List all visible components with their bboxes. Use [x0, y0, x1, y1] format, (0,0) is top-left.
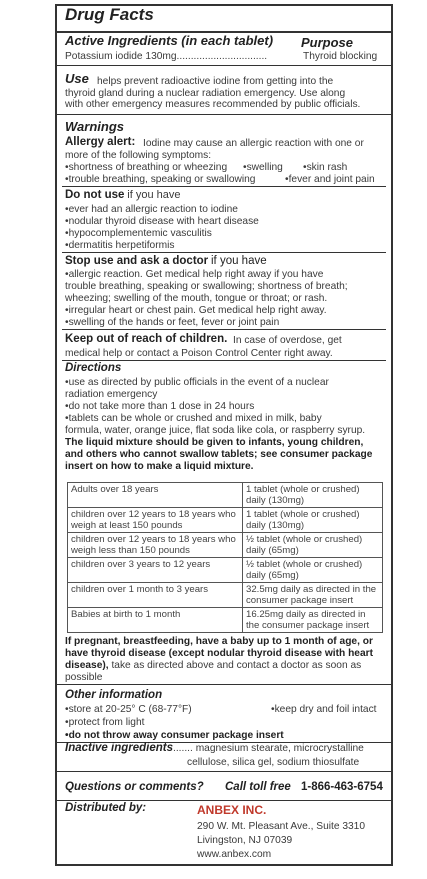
do-not-throw-line: •do not throw away consumer package insert [65, 730, 284, 741]
keep-dry-line: •keep dry and foil intact [271, 704, 377, 715]
stop-use-line-5: •swelling of the hands or feet, fever or joint pain [65, 317, 280, 328]
directions-line-3: •do not take more than 1 dose in 24 hours [65, 401, 255, 412]
use-line-2: thyroid gland during a nuclear radiation emergency. Use along [65, 88, 346, 99]
do-not-use-line-4: •dermatitis herpetiformis [65, 240, 175, 251]
dose-cell: 32.5mg daily as directed in the consumer package insert [243, 583, 383, 608]
use-line-1: helps prevent radioactive iodine from getting into the [97, 76, 334, 87]
dose-cell: 16.25mg daily as directed in the consumer package insert [243, 608, 383, 633]
age-cell: children over 12 years to 18 years who weigh at least 150 pounds [68, 508, 243, 533]
inactive-line-1: magnesium stearate, microcrystalline [195, 743, 364, 754]
company-website: www.anbex.com [197, 849, 272, 860]
stop-use-heading-rest: if you have [211, 255, 267, 267]
keep-out-divider [62, 360, 386, 361]
do-not-use-heading-rest: if you have [127, 189, 181, 201]
age-cell: children over 3 years to 12 years [68, 558, 243, 583]
stop-use-heading: Stop use and ask a doctor [65, 255, 209, 267]
directions-line-5: formula, water, orange juice, flat soda like cola, or raspberry syrup. [65, 425, 366, 436]
pregnant-line-2: have thyroid disease (except nodular thyroid disease with heart [65, 648, 373, 659]
call-toll-free-label: Call toll free [225, 781, 291, 793]
drug-facts-panel [55, 4, 393, 866]
inactive-dots: ....... [173, 743, 193, 754]
pregnant-line-3-bold: disease), [65, 660, 109, 671]
do-not-use-divider [62, 252, 386, 253]
do-not-use-line-1: •ever had an allergic reaction to iodine [65, 204, 238, 215]
directions-line-1: •use as directed by public officials in the event of a nuclear [65, 377, 329, 388]
do-not-use-line-3: •hypocomplementemic vasculitis [65, 228, 212, 239]
dose-cell: 1 tablet (whole or crushed) daily (130mg) [243, 483, 383, 508]
do-not-use-line-2: •nodular thyroid disease with heart disease [65, 216, 259, 227]
symptom-4: •trouble breathing, speaking or swallowing [65, 174, 256, 185]
inactive-divider [57, 771, 391, 772]
directions-heading: Directions [65, 362, 122, 374]
table-row [68, 558, 383, 583]
pregnant-line-3-row [65, 660, 361, 671]
inactive-row-1 [65, 743, 364, 754]
allergy-divider [62, 186, 386, 187]
use-line-3: with other emergency measures recommended by public officials. [65, 99, 361, 110]
pregnant-line-1: If pregnant, breastfeeding, have a baby up to 1 month of age, or [65, 636, 373, 647]
stop-use-line-4: •irregular heart or chest pain. Get medical help right away. [65, 305, 327, 316]
age-cell: children over 12 years to 18 years who weigh less than 150 pounds [68, 533, 243, 558]
directions-line-2: radiation emergency [65, 389, 158, 400]
allergy-alert-label: Allergy alert: [65, 136, 136, 148]
company-address-1: 290 W. Mt. Pleasant Ave., Suite 3310 [197, 821, 366, 832]
phone-number: 1-866-463-6754 [301, 781, 383, 793]
keep-out-line-2: medical help or contact a Poison Control Center right away. [65, 348, 333, 359]
company-name: ANBEX INC. [197, 803, 267, 817]
purpose-heading: Purpose [301, 35, 354, 50]
stop-use-heading-row [65, 256, 267, 267]
stop-use-line-1: •allergic reaction. Get medical help right away if you have [65, 269, 324, 280]
inactive-line-2: cellulose, silica gel, sodium thiosulfate [187, 757, 360, 768]
use-divider [57, 114, 391, 115]
allergy-line-2: more of the following symptoms: [65, 150, 212, 161]
age-cell: Adults over 18 years [68, 483, 243, 508]
stop-use-divider [62, 329, 386, 330]
other-info-heading: Other information [65, 689, 163, 701]
symptom-2: •swelling [243, 162, 283, 173]
age-cell: Babies at birth to 1 month [68, 608, 243, 633]
directions-line-4: •tablets can be whole or crushed and mixed in milk, baby [65, 413, 322, 424]
dose-cell: 1 tablet (whole or crushed) daily (130mg) [243, 508, 383, 533]
inactive-heading: Inactive ingredients [65, 742, 174, 754]
do-not-use-heading-row [65, 190, 180, 201]
directions-bold-2: and others who cannot swallow tablets; see consumer package [65, 449, 373, 460]
dosage-table [67, 482, 383, 633]
table-row [68, 483, 383, 508]
table-row [68, 583, 383, 608]
drug-facts-title: Drug Facts [65, 5, 154, 24]
symptom-1: •shortness of breathing or wheezing [65, 162, 228, 173]
table-row [68, 508, 383, 533]
table-row [68, 533, 383, 558]
age-cell: children over 1 month to 3 years [68, 583, 243, 608]
store-line: •store at 20-25° C (68-77°F) [65, 704, 192, 715]
symptom-3: •skin rash [303, 162, 348, 173]
use-heading: Use [65, 71, 89, 86]
warnings-heading: Warnings [65, 119, 124, 134]
symptom-5: •fever and joint pain [285, 174, 375, 185]
pregnant-line-4: possible [65, 672, 103, 683]
pregnant-line-3-rest: take as directed above and contact a doctor as soon as [111, 660, 362, 671]
protect-line: •protect from light [65, 717, 145, 728]
purpose-value: Thyroid blocking [303, 51, 378, 62]
questions-label: Questions or comments? [65, 781, 204, 793]
directions-bold-1: The liquid mixture should be given to infants, young children, [65, 437, 364, 448]
keep-out-line-1: In case of overdose, get [233, 335, 342, 346]
table-row [68, 608, 383, 633]
stop-use-line-3: wheezing; swelling of the mouth, tongue or throat; or rash. [65, 293, 328, 304]
directions-divider [57, 684, 391, 685]
do-not-use-heading: Do not use [65, 189, 125, 201]
dose-cell: ½ tablet (whole or crushed) daily (65mg) [243, 558, 383, 583]
dose-cell: ½ tablet (whole or crushed) daily (65mg) [243, 533, 383, 558]
active-ingredients-heading: Active Ingredients (in each tablet) [65, 33, 274, 48]
active-ingredient: Potassium iodide 130mg................................ [65, 51, 268, 62]
distributed-by-label: Distributed by: [65, 802, 147, 814]
directions-bold-3: insert on how to make a liquid mixture. [65, 461, 254, 472]
questions-divider [57, 800, 391, 801]
active-divider [57, 65, 391, 66]
allergy-line-1: Iodine may cause an allergic reaction with one or [143, 138, 364, 149]
keep-out-heading: Keep out of reach of children. [65, 333, 228, 345]
company-address-2: Livingston, NJ 07039 [197, 835, 293, 846]
stop-use-line-2: trouble breathing, speaking or swallowing; shortness of breath; [65, 281, 348, 292]
